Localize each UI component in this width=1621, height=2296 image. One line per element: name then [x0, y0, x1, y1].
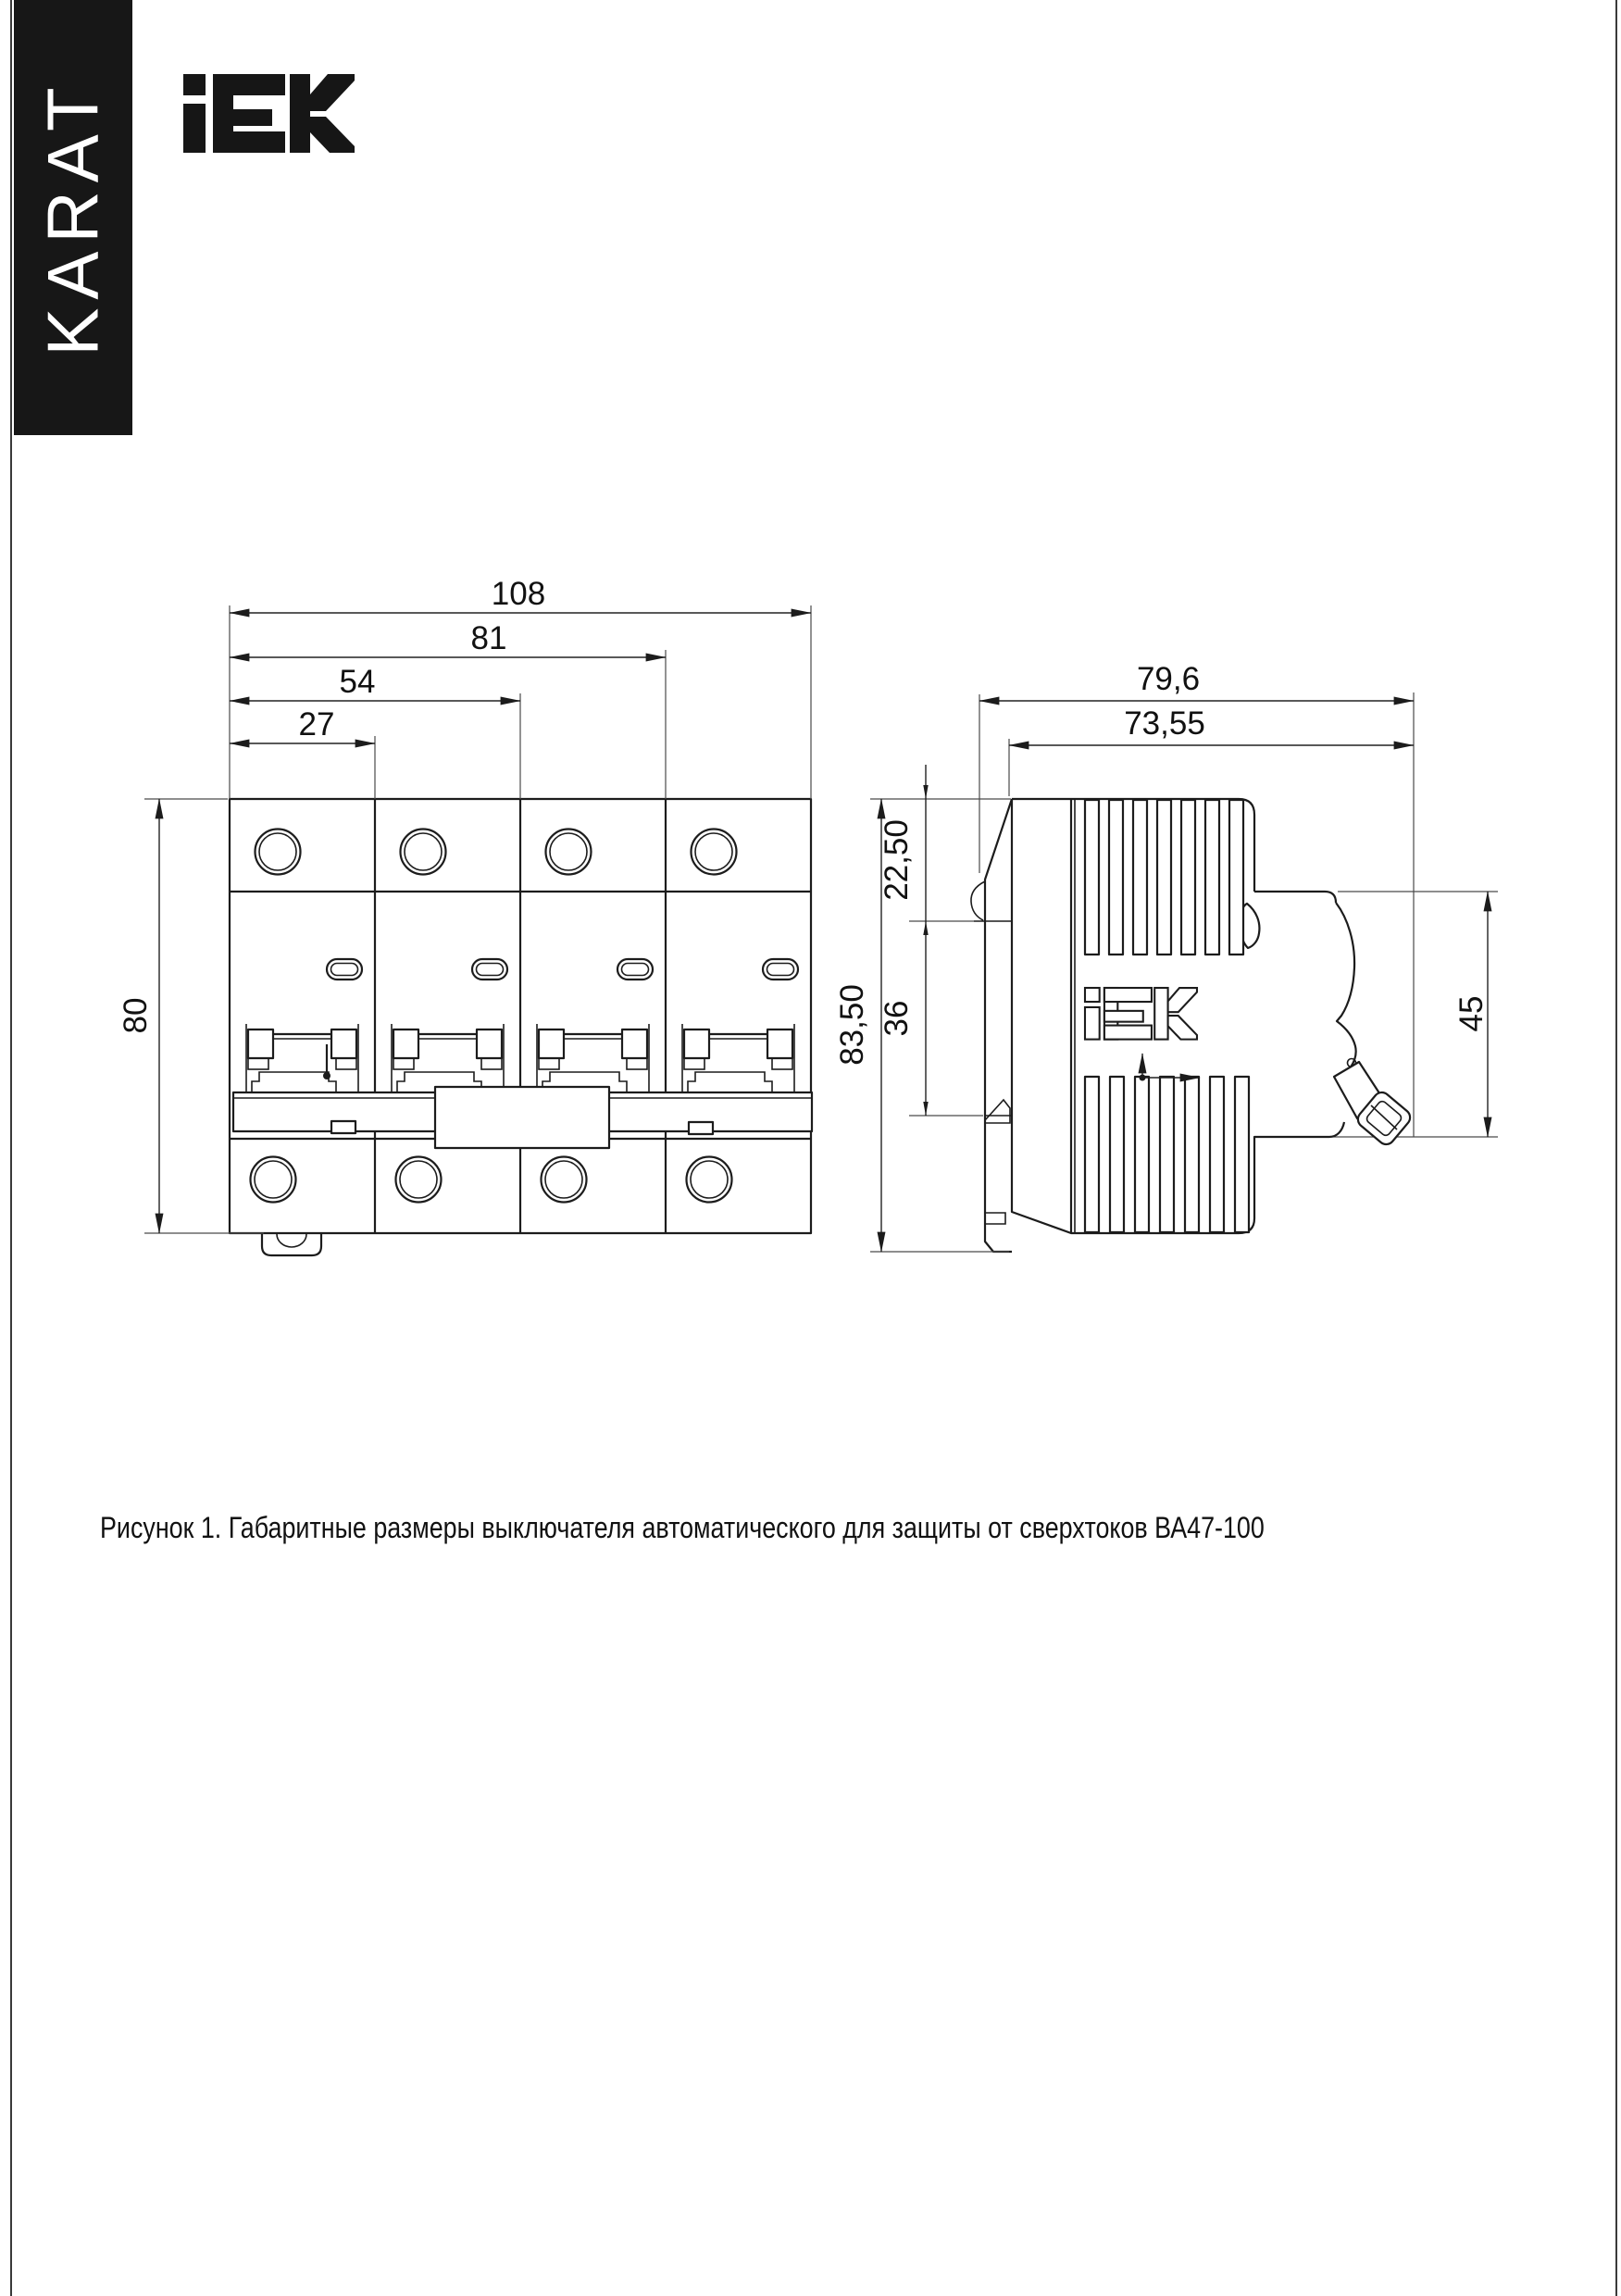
dim-label-27: 27: [298, 706, 335, 742]
din-flange: [971, 799, 1012, 1252]
dim-label-79-6: 79,6: [1136, 661, 1201, 697]
dim-label-22-50: 22,50: [879, 819, 915, 901]
dim-label-83-50: 83,50: [834, 984, 870, 1066]
karat-banner-label: KARAT: [31, 79, 114, 356]
iek-logo-side: [1085, 988, 1197, 1040]
dim-label-108: 108: [491, 576, 546, 612]
toggle-lever: [1334, 1062, 1414, 1148]
dim-label-36: 36: [879, 1000, 915, 1037]
front-view-drawing: [230, 799, 812, 1255]
side-view-drawing: [971, 693, 1498, 1252]
din-clip-tab: [262, 1233, 321, 1255]
dim-label-54: 54: [339, 664, 376, 700]
toggle-grip: [435, 1087, 609, 1148]
figure-caption: Рисунок 1. Габаритные размеры выключателя автоматического для защиты от сверхтоков ВА47-100: [100, 1511, 1265, 1544]
dim-label-81: 81: [470, 620, 507, 656]
dim-label-45: 45: [1453, 995, 1490, 1032]
dim-label-73-55: 73,55: [1124, 705, 1205, 742]
dim-label-80: 80: [118, 997, 154, 1034]
iek-logo: [183, 74, 355, 153]
